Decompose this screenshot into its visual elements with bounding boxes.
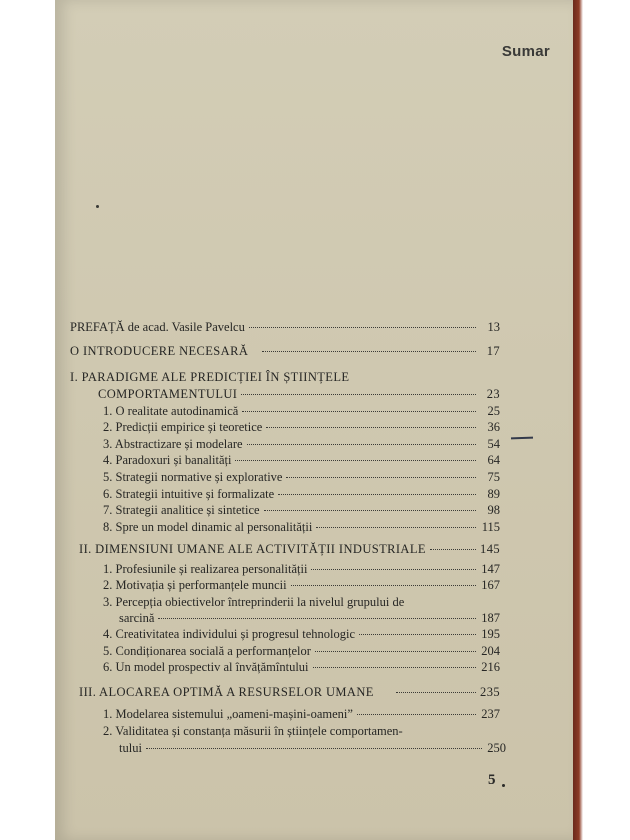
toc-entry-page: 75 — [487, 470, 500, 484]
dot-leader — [396, 689, 476, 693]
toc-entry-title: COMPORTAMENTULUI — [98, 387, 238, 401]
toc-entry-title: II. DIMENSIUNI UMANE ALE ACTIVITĂȚII INDUSTRIALE — [79, 542, 426, 556]
toc-entry — [70, 319, 500, 335]
toc-entry — [119, 740, 506, 756]
toc-entry-title: PREFAȚĂ de acad. Vasile Pavelcu — [70, 320, 245, 334]
toc-entry — [103, 403, 500, 419]
dot-leader — [249, 324, 476, 328]
dot-leader — [311, 566, 476, 570]
toc-entry-title: 6. Un model prospectiv al învățămîntului — [103, 660, 309, 674]
toc-entry-title: 6. Strategii intuitive și formalizate — [103, 487, 275, 501]
toc-entry-title: 4. Creativitatea individului și progresul tehnologic — [103, 627, 356, 641]
dot-leader — [315, 648, 476, 652]
dot-leader — [430, 546, 476, 550]
toc-entry-title: 2. Validitatea și constanța măsurii în științele comportamen- — [103, 724, 403, 738]
dot-leader — [266, 424, 476, 428]
toc-entry — [98, 386, 500, 402]
toc-entry-title: 7. Strategii analitice și sintetice — [103, 503, 260, 517]
toc-entry — [103, 452, 500, 468]
toc-entry-title: 1. Profesiunile și realizarea personalității — [103, 562, 308, 576]
toc-entry-page: 167 — [481, 578, 500, 592]
toc-entry — [103, 643, 500, 659]
toc-entry-page: 98 — [487, 503, 500, 517]
dot-leader — [247, 441, 476, 445]
dot-leader — [146, 745, 482, 749]
dot-leader — [291, 582, 476, 586]
toc-section-heading — [79, 684, 500, 700]
dot-leader — [235, 457, 476, 461]
toc-entry-title: 1. Modelarea sistemului „oameni-mașini-oameni” — [103, 707, 353, 721]
toc-entry-page: 13 — [487, 320, 500, 334]
dot-leader — [241, 391, 476, 395]
toc-entry — [103, 519, 500, 535]
toc-entry-page: 25 — [487, 404, 500, 418]
dot-leader — [313, 664, 476, 668]
toc-entry — [103, 706, 500, 722]
toc-entry-title: 4. Paradoxuri și banalități — [103, 453, 232, 467]
toc-entry-title: I. PARADIGME ALE PREDICȚIEI ÎN ȘTIINȚELE — [70, 370, 350, 384]
toc-entry — [103, 626, 500, 642]
toc-entry-title: 5. Strategii normative și explorative — [103, 470, 283, 484]
toc-entry-title: 2. Motivația și performanțele muncii — [103, 578, 287, 592]
dot-leader — [242, 408, 476, 412]
toc-entry-title: O INTRODUCERE NECESARĂ — [70, 344, 249, 358]
toc-entry-title: 3. Abstractizare și modelare — [103, 437, 243, 451]
toc-entry-page: 216 — [481, 660, 500, 674]
toc-entry — [70, 343, 500, 359]
toc-section-heading — [79, 541, 500, 557]
toc-entry — [103, 659, 500, 675]
toc-entry-title: sarcină — [119, 611, 155, 625]
toc-entry-page: 36 — [487, 420, 500, 434]
toc-entry — [103, 436, 500, 452]
toc-entry — [103, 486, 500, 502]
toc-entry — [103, 577, 500, 593]
page-number: 5 — [488, 772, 496, 788]
toc-entry-title: 3. Percepția obiectivelor întreprinderii la nivelul grupului de — [103, 595, 405, 609]
toc-entry — [103, 419, 500, 435]
toc-entry — [119, 610, 500, 626]
page-number-dot — [502, 784, 505, 787]
toc-section-heading — [70, 369, 500, 385]
dot-leader — [278, 491, 476, 495]
dot-leader — [264, 507, 476, 511]
toc-entry-page: 17 — [486, 344, 500, 358]
toc-entry — [103, 469, 500, 485]
page-title: Sumar — [501, 43, 550, 60]
toc-entry-title: III. ALOCAREA OPTIMĂ A RESURSELOR UMANE — [79, 685, 374, 699]
dot-leader — [262, 348, 476, 352]
toc-entry-title: 2. Predicții empirice și teoretice — [103, 420, 263, 434]
toc-entry-page: 64 — [487, 453, 500, 467]
toc-entry-page: 237 — [481, 707, 500, 721]
dot-leader — [316, 524, 476, 528]
toc-entry-page: 204 — [481, 644, 500, 658]
toc-entry-page: 54 — [487, 437, 500, 451]
dot-leader — [286, 474, 476, 478]
toc-entry-page: 147 — [481, 562, 500, 576]
toc-entry-page: 145 — [480, 542, 500, 556]
toc-entry-page: 195 — [481, 627, 500, 641]
dot-leader — [359, 631, 476, 635]
toc-entry — [103, 561, 500, 577]
toc-entry-title: 1. O realitate autodinamică — [103, 404, 239, 418]
toc-entry-page: 89 — [487, 487, 500, 501]
toc-entry-title: 5. Condiționarea socială a performanțelor — [103, 644, 311, 658]
dot-leader — [158, 615, 476, 619]
toc-entry — [103, 502, 500, 518]
toc-entry-page: 250 — [487, 741, 506, 755]
toc-entry-page: 187 — [481, 611, 500, 625]
toc-entry — [103, 594, 500, 610]
dot-leader — [357, 711, 476, 715]
toc-entry-page: 235 — [480, 685, 500, 699]
toc-entry-title: 8. Spre un model dinamic al personalității — [103, 520, 313, 534]
toc-entry — [103, 723, 500, 739]
toc-entry-page: 23 — [486, 387, 500, 401]
toc-entry-title: tului — [119, 741, 142, 755]
toc-entry-page: 115 — [481, 520, 500, 534]
